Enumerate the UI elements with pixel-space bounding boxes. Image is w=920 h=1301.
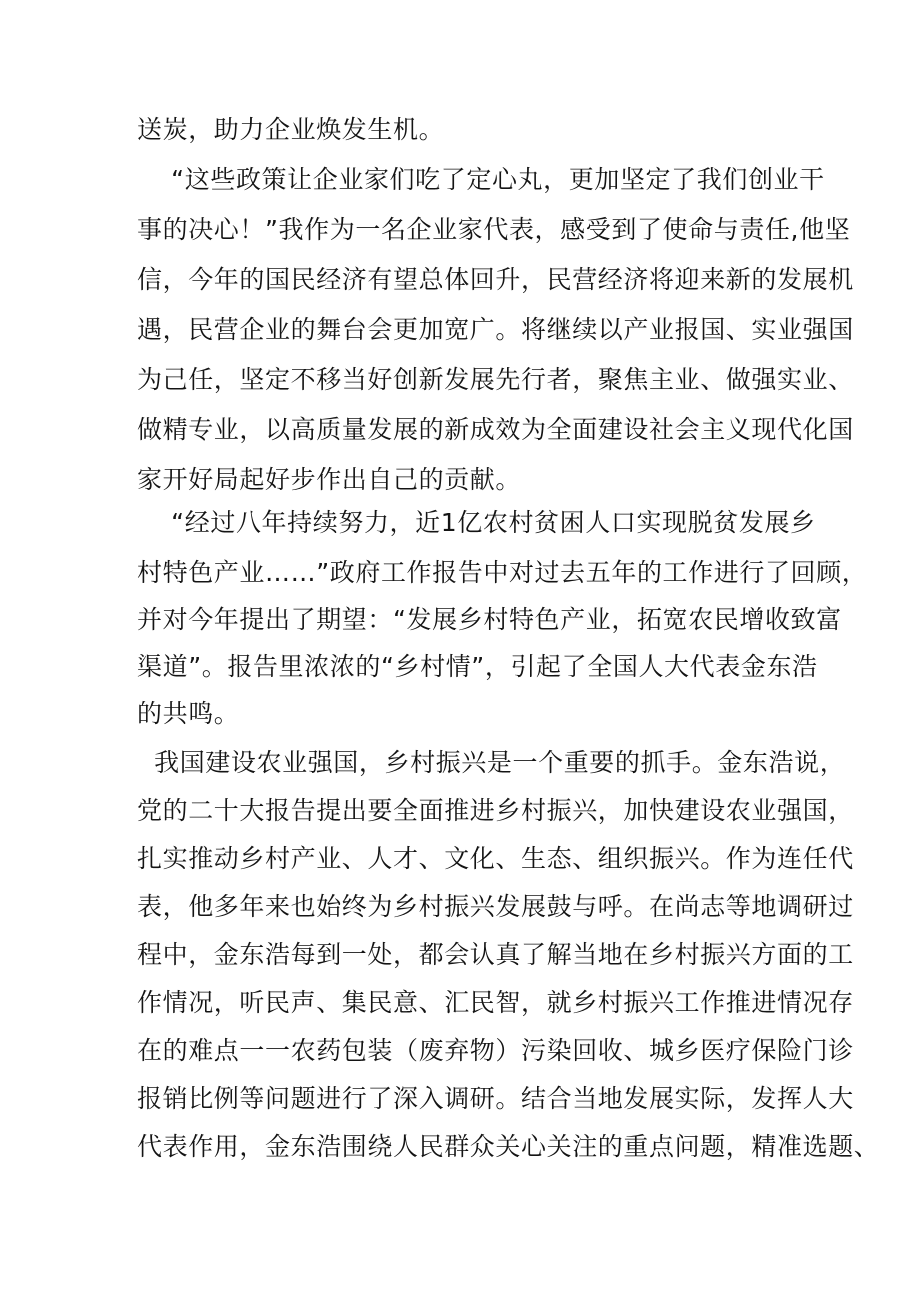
text-line: 程中，金东浩每到一处，都会认真了解当地在乡村振兴方面的工 [137,940,854,969]
text-line: “这些政策让企业家们吃了定心丸，更加坚定了我们创业干 [137,165,825,194]
text-line: “经过八年持续努力，近1亿农村贫困人口实现脱贫发展乡 [137,508,816,537]
text-line: 事的决心！”我作为一名企业家代表，感受到了使命与责任,他坚 [137,215,851,244]
text-line: 信，今年的国民经济有望总体回升，民营经济将迎来新的发展机 [137,265,854,294]
text-line: 村特色产业……”政府工作报告中对过去五年的工作进行了回顾， [137,558,868,587]
text-line: 渠道”。报告里浓浓的“乡村情”，引起了全国人大代表金东浩 [137,652,818,681]
text-line: 遇，民营企业的舞台会更加宽广。将继续以产业报国、实业强国 [137,315,854,344]
text-line: 并对今年提出了期望：“发展乡村特色产业，拓宽农民增收致富 [137,605,842,634]
text-line: 送炭，助力企业焕发生机。 [137,115,445,144]
text-line: 家开好局起好步作出自己的贡献。 [137,465,522,494]
text-line: 在的难点一一农药包装（废弃物）污染回收、城乡医疗保险门诊 [137,1036,854,1065]
text-line: 为己任，坚定不移当好创新发展先行者，聚焦主业、做强实业、 [137,365,854,394]
text-line: 作情况，听民声、集民意、汇民智，就乡村振兴工作推进情况存 [137,988,854,1017]
text-line: 我国建设农业强国，乡村振兴是一个重要的抓手。金东浩说， [137,748,846,777]
text-line: 的共鸣。 [137,699,240,728]
text-line: 报销比例等问题进行了深入调研。结合当地发展实际，发挥人大 [137,1084,854,1113]
text-line: 表，他多年来也始终为乡村振兴发展鼓与呼。在尚志等地调研过 [137,892,854,921]
text-line: 党的二十大报告提出要全面推进乡村振兴，加快建设农业强国， [137,796,854,825]
text-line: 代表作用，金东浩围绕人民群众关心关注的重点问题，精准选题、 [137,1132,880,1161]
text-line: 扎实推动乡村产业、人才、文化、生态、组织振兴。作为连任代 [137,844,854,873]
text-line: 做精专业，以高质量发展的新成效为全面建设社会主义现代化国 [137,415,854,444]
